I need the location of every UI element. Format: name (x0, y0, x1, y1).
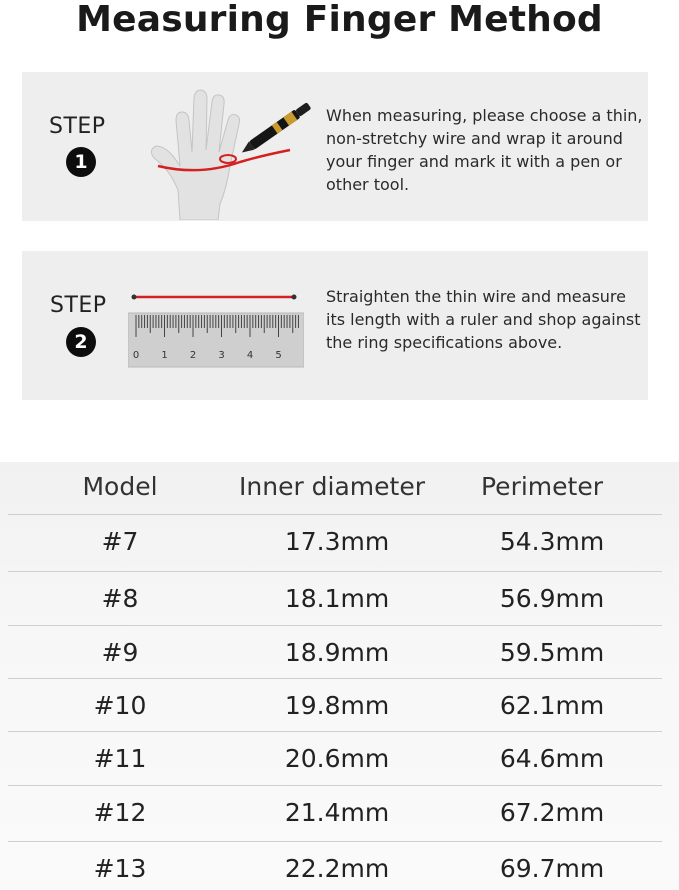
inner-diameter-cell: 17.3mm (284, 527, 390, 556)
ruler-tick-label: 5 (275, 350, 282, 361)
row-divider (8, 514, 662, 515)
perimeter-cell: 67.2mm (499, 798, 605, 827)
step-2-label: STEP (50, 293, 107, 318)
pen-icon (239, 101, 312, 156)
header-inner-diameter: Inner diameter (239, 472, 425, 501)
perimeter-cell: 56.9mm (499, 584, 605, 613)
ruler-tick-label: 1 (161, 350, 168, 361)
table-row (0, 678, 679, 733)
inner-diameter-cell: 18.1mm (284, 584, 390, 613)
model-cell: #8 (101, 584, 139, 613)
row-divider (8, 785, 662, 786)
step-2-text: Straighten the thin wire and measure its length with a ruler and shop against the ring specifications above. (326, 287, 641, 352)
model-cell: #10 (93, 691, 147, 720)
inner-diameter-cell: 20.6mm (284, 744, 390, 773)
row-divider (8, 731, 662, 732)
model-cell: #9 (101, 638, 139, 667)
perimeter-cell: 64.6mm (499, 744, 605, 773)
ruler-tick-label: 0 (132, 350, 140, 361)
table-row (0, 625, 679, 680)
row-divider (8, 571, 662, 572)
ruler-tick-label: 3 (218, 350, 225, 361)
perimeter-cell: 62.1mm (499, 691, 605, 720)
step-1-label: STEP (49, 114, 106, 139)
header-model: Model (82, 472, 158, 501)
model-cell: #12 (93, 798, 147, 827)
ruler-tick-label: 2 (189, 350, 197, 361)
step-2-card (22, 251, 648, 400)
inner-diameter-cell: 19.8mm (284, 691, 390, 720)
table-row (0, 731, 679, 786)
page-title: Measuring Finger Method (76, 0, 603, 40)
row-divider (8, 678, 662, 679)
step-1-number-badge: 1 (66, 147, 96, 177)
inner-diameter-cell: 21.4mm (284, 798, 390, 827)
perimeter-cell: 54.3mm (499, 527, 605, 556)
step-1-card (22, 72, 648, 221)
step-2-number-badge: 2 (66, 327, 96, 357)
inner-diameter-cell: 22.2mm (284, 854, 390, 883)
perimeter-cell: 69.7mm (499, 854, 605, 883)
table-row (0, 571, 679, 626)
ring-size-table (0, 462, 679, 890)
table-header-row (0, 462, 679, 514)
step-1-text: When measuring, please choose a thin, non-stretchy wire and wrap it around your finger and mark it with a pen or other tool. (326, 106, 643, 194)
row-divider (8, 841, 662, 842)
ruler-tick-label: 4 (246, 350, 254, 361)
inner-diameter-cell: 18.9mm (284, 638, 390, 667)
perimeter-cell: 59.5mm (499, 638, 605, 667)
row-divider (8, 625, 662, 626)
model-cell: #7 (101, 527, 139, 556)
table-row (0, 785, 679, 840)
table-row (0, 841, 679, 890)
header-perimeter: Perimeter (481, 472, 603, 501)
table-row (0, 514, 679, 569)
model-cell: #13 (93, 854, 147, 883)
ruler-illustration (128, 289, 304, 369)
hand-measuring-illustration (140, 80, 320, 220)
model-cell: #11 (93, 744, 147, 773)
